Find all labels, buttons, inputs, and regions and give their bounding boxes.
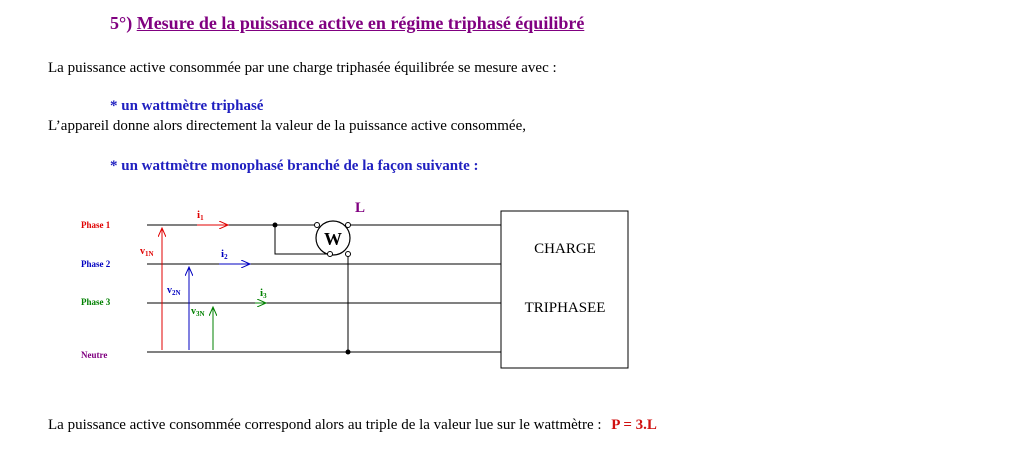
conclusion-text: [48, 417, 657, 434]
explanation-text: L’appareil donne alors directement la valeur de la puissance active consommée,: [48, 118, 527, 134]
wattmeter-terminal: [346, 223, 351, 228]
phase1-junction: [273, 223, 278, 228]
voltage-v1n-label: $v_{1N}$: [140, 246, 154, 258]
wiring-diagram: [70, 190, 640, 380]
intro-text: La puissance active consommée par une charge triphasée équilibrée se mesure avec :: [48, 60, 557, 76]
conclusion-sentence: La puissance active consommée correspond alors au triple de la valeur lue sur le wattmètre :: [48, 417, 602, 433]
current-i1-label: i1: [197, 209, 204, 222]
section-title: [110, 13, 584, 34]
load-label-line2: TRIPHASEE: [524, 300, 606, 316]
wattmeter-reading-label: L: [355, 200, 366, 216]
current-i3-label: i3: [260, 287, 267, 300]
voltage-v3n-label: $v_{3N}$: [191, 306, 205, 318]
load-label-line1: CHARGE: [534, 241, 596, 257]
section-heading: Mesure de la puissance active en régime triphasé équilibré: [136, 13, 585, 33]
phase3-label: Phase 3: [81, 297, 111, 307]
phase1-label: Phase 1: [81, 220, 111, 230]
bullet-single-phase-wattmeter: * un wattmètre monophasé branché de la façon suivante :: [110, 158, 479, 174]
three-phase-load-box: [501, 211, 628, 368]
wattmeter-terminal: [328, 252, 333, 257]
wattmeter-terminal: [315, 223, 320, 228]
voltage-v2n-label: $v_{2N}$: [167, 285, 181, 297]
neutral-label: Neutre: [81, 350, 108, 360]
neutral-junction: [346, 350, 351, 355]
current-i2-label: i2: [221, 248, 228, 261]
wattmeter-terminal: [346, 252, 351, 257]
power-formula: P = 3.L: [611, 417, 657, 433]
phase2-label: Phase 2: [81, 259, 111, 269]
section-number: 5°): [110, 13, 133, 33]
bullet-three-phase-wattmeter: * un wattmètre triphasé: [110, 98, 264, 114]
wattmeter-letter: W: [324, 229, 342, 249]
